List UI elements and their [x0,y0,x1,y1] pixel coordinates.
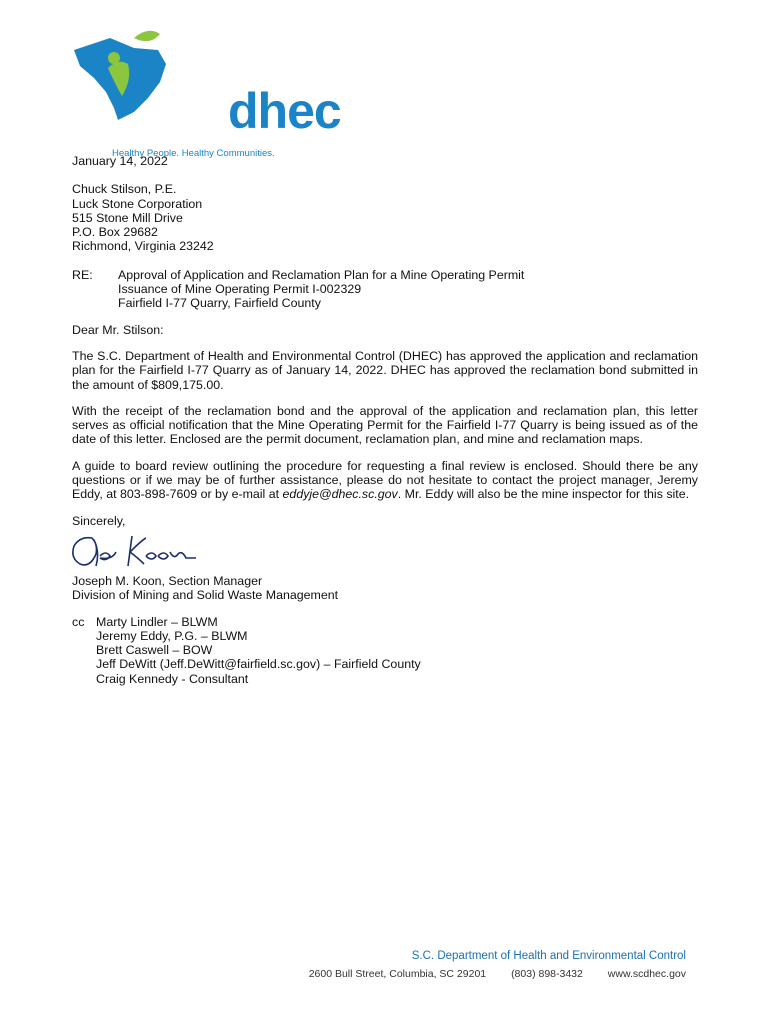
signer-name: Joseph M. Koon, Section Manager [72,573,263,588]
email-link[interactable]: eddyje@dhec.sc.gov [282,487,398,502]
subject-line: Fairfield I-77 Quarry, Fairfield County [118,296,321,311]
sc-state-logo-icon [70,28,230,128]
footer-address: 2600 Bull Street, Columbia, SC 29201 [308,968,487,980]
subject-line: Approval of Application and Reclamation Plan for a Mine Operating Permit [118,267,525,282]
address-line: Chuck Stilson, P.E. [72,182,177,197]
address-line: Richmond, Virginia 23242 [72,239,214,254]
dhec-logo [70,28,341,159]
footer-title: S.C. Department of Health and Environmental Control [411,950,686,962]
signer-division: Division of Mining and Solid Waste Management [72,588,339,603]
footer-contact [309,968,686,980]
cc-item: Jeremy Eddy, P.G. – BLWM [96,628,248,643]
paragraph-notification: With the receipt of the reclamation bond and the approval of the application and reclamation plan, this letter serves as official notification that the Mine Operating Permit for the Fairfield I-77 Quarry is being issued as of the date of this letter. Enclosed are the permit document, reclamation plan, and mine and reclamation maps. [72,403,698,447]
cc-block [72,615,698,686]
closing: Sincerely, [72,513,126,528]
cc-item: Jeff DeWitt (Jeff.DeWitt@fairfield.sc.gov) – Fairfield County [96,657,421,672]
logo-tagline: Healthy People. Healthy Communities. [112,148,275,159]
paragraph-approval: The S.C. Department of Health and Environmental Control (DHEC) has approved the application and reclamation plan for the Fairfield I-77 Quarry as of January 14, 2022. DHEC has approved the reclamation bond submitted in the amount of $809,175.00. [72,348,698,392]
contact-text-end: . Mr. Eddy will also be the mine inspector for this site. [397,487,690,502]
footer-website[interactable]: www.scdhec.gov [607,968,686,980]
cc-item: Craig Kennedy - Consultant [96,671,249,686]
subject-line: Issuance of Mine Operating Permit I-002329 [118,282,362,297]
address-line: Luck Stone Corporation [72,196,203,211]
signer-block [72,574,698,603]
cc-item: Marty Lindler – BLWM [96,614,218,629]
footer-phone: (803) 898-3432 [511,968,583,980]
handwritten-signature-icon [70,530,200,574]
contact-text: A guide to board review outlining the procedure for requesting a final review is enclosed. Should there be any questions or if we may be of further assistance, please do not hesitate to contact the project manager, Jeremy Eddy, at 803-898-7609 or by e-mail at [72,458,698,502]
address-line: 515 Stone Mill Drive [72,210,183,225]
salutation: Dear Mr. Stilson: [72,322,164,337]
letter-body [72,154,698,686]
paragraph-contact [72,459,698,502]
subject-block [72,268,698,311]
subject-label: RE: [72,267,93,282]
letterhead-footer [309,950,686,980]
letter-date: January 14, 2022 [72,154,168,168]
address-line: P.O. Box 29682 [72,225,158,240]
cc-label: cc [72,614,85,629]
recipient-address [72,182,698,253]
signature [72,528,698,574]
logo-wordmark: dhec [228,83,341,139]
cc-item: Brett Caswell – BOW [96,643,213,658]
